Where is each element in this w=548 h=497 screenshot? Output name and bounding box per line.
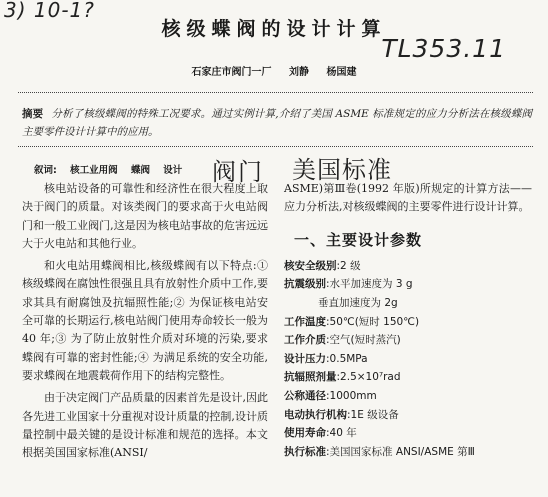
- design-parameter-list: [284, 257, 532, 462]
- author-name: 杨国建: [326, 67, 357, 78]
- section-heading: 一、主要设计参数: [294, 230, 423, 249]
- parameter-item: 抗辐照剂量:2.5×10⁷rad: [284, 371, 401, 384]
- handwritten-call-number: TL353.11: [381, 34, 506, 63]
- keywords: [34, 162, 192, 176]
- parameter-item: 设计压力:0.5MPa: [284, 352, 368, 365]
- affiliation: 石家庄市阀门一厂: [191, 67, 272, 78]
- parameter-item: 抗震级别:水平加速度为 3 g: [284, 278, 413, 291]
- parameter-item: 核安全级别:2 级: [284, 259, 361, 272]
- article-title: 核级蝶阀的设计计算: [161, 18, 387, 40]
- body-column-right: [284, 180, 532, 461]
- handwritten-corner-note: 3) 10-1?: [4, 0, 95, 22]
- body-paragraph: ASME)第Ⅲ卷(1992 年版)所规定的计算方法——应力分析法,对核级蝶阀的主要零件进行设计计算。: [284, 182, 532, 214]
- author-name: 刘静: [289, 67, 309, 78]
- abstract-label: 摘要: [22, 108, 44, 120]
- body-column-left: [22, 180, 268, 466]
- handwritten-keyword: 阀门: [212, 158, 264, 186]
- parameter-item: 工作介质:空气(短时蒸汽): [284, 334, 401, 347]
- parameter-item: 工作温度:50℃(短时 150℃): [284, 315, 420, 328]
- parameter-item: 使用寿命:40 年: [284, 427, 357, 440]
- body-paragraph: 由于决定阀门产品质量的因素首先是设计,因此各先进工业国家十分重视对设计质量的控制,设计质量控制中最关键的是设计标准和规范的选择。本文根据美国国家标准(ANSI/: [22, 391, 268, 460]
- keyword: 蝶阀: [130, 165, 150, 176]
- keyword: 核工业用阀: [70, 165, 118, 176]
- abstract: [22, 105, 532, 141]
- keywords-label: 叙词:: [34, 165, 57, 176]
- body-paragraph: 核电站设备的可靠性和经济性在很大程度上取决于阀门的质量。对该类阀门的要求高于火电站阀门和一般工业阀门,这是因为核电站事故的危害远远大于火电站和其他行业。: [22, 182, 268, 250]
- keyword: 设计: [163, 165, 183, 176]
- divider-bottom: [18, 146, 533, 147]
- body-paragraph: 和火电站用蝶阀相比,核级蝶阀有以下特点:① 核级蝶阀在腐蚀性很强且具有放射性介质中工作,要求其具有耐腐蚀及抗辐照性能;② 为保证核电站安全可靠的长期运行,核电站阀门使用寿命较长一般为 40 年;③ 为了防止放射性介质对环境的污染,要求蝶阀有可靠的密封性能;④ 为满足系统的安全功能,要求蝶阀在地震载荷作用下的结构完整性。: [22, 259, 268, 382]
- parameter-item: 公称通径:1000mm: [284, 390, 377, 403]
- parameter-item: 电动执行机构:1E 级设备: [284, 408, 399, 421]
- handwritten-keyword: 美国标准: [292, 156, 392, 184]
- parameter-item: 垂直加速度为 2g: [318, 297, 398, 310]
- parameter-item: 执行标准:美国国家标准 ANSI/ASME 第Ⅲ: [284, 445, 475, 458]
- divider-top: [18, 92, 533, 93]
- author-line: [0, 63, 548, 78]
- abstract-text: 分析了核级蝶阀的特殊工况要求。通过实例计算,介绍了美国 ASME 标准规定的应力分析法在核级蝶阀主要零件设计计算中的应用。: [22, 108, 533, 138]
